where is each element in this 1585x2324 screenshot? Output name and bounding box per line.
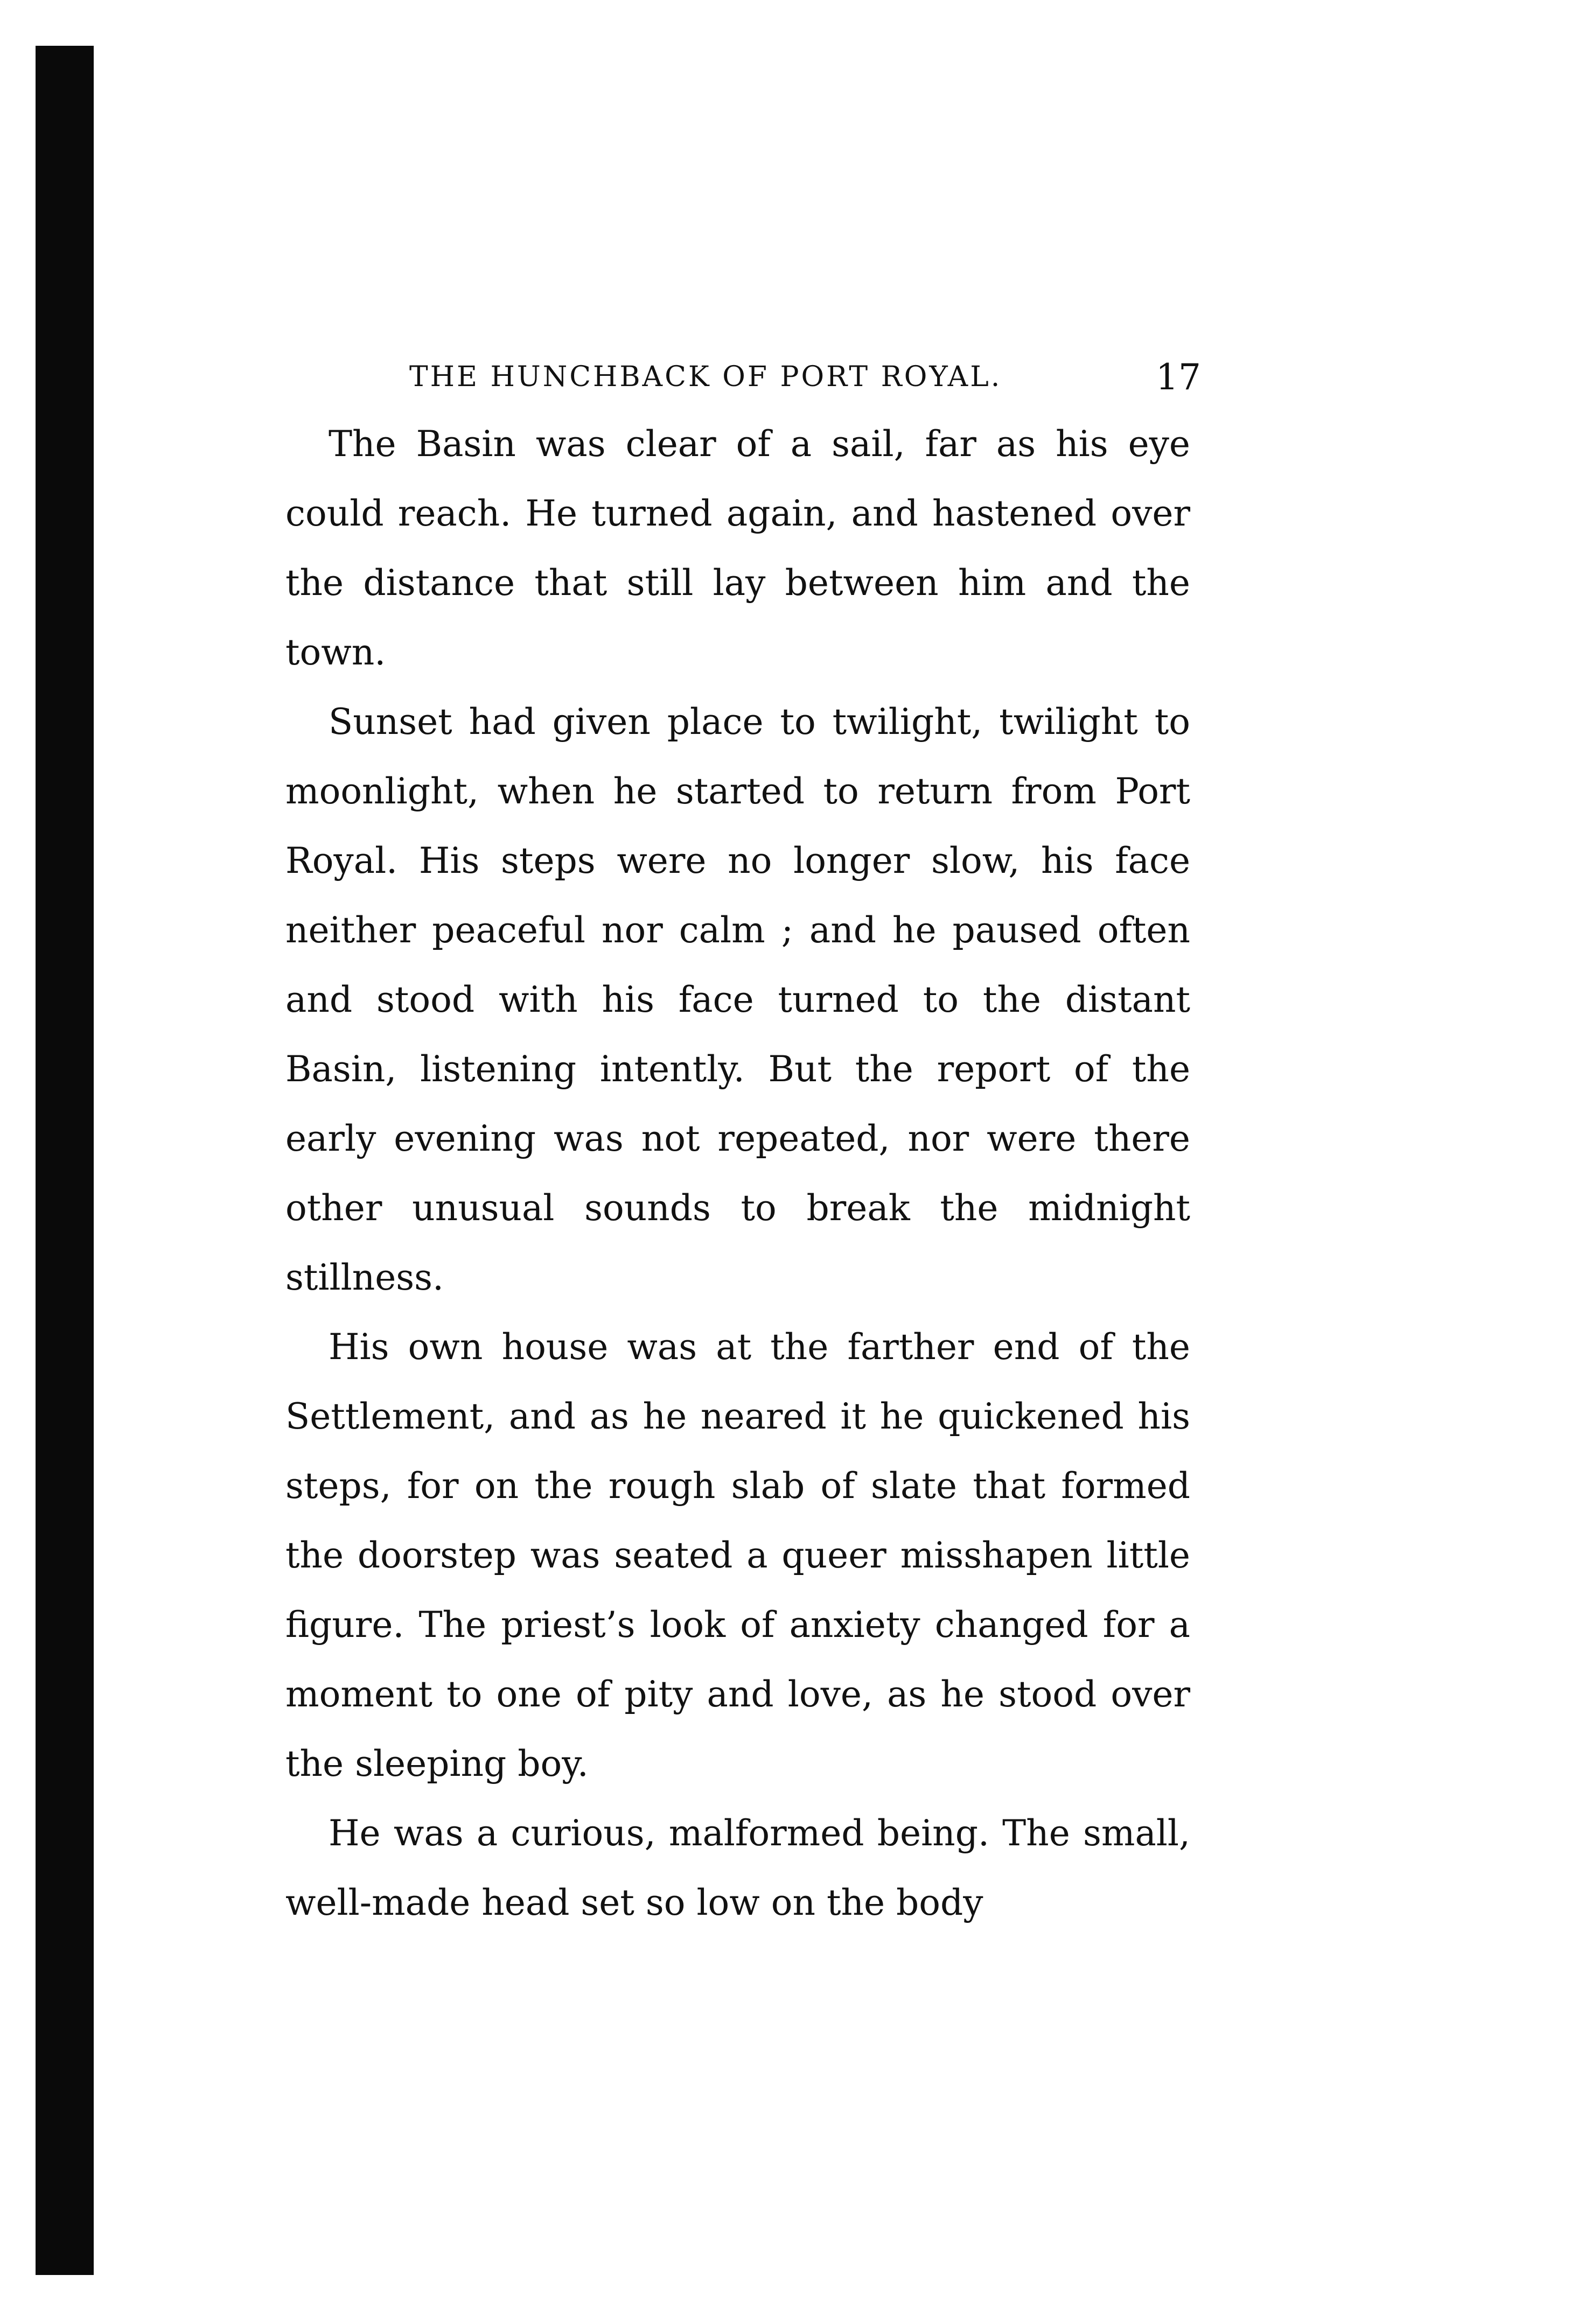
- book-page: [285, 345, 1201, 1937]
- paragraph: The Basin was clear of a sail, far as his eye could reach. He turned again, and hastened over the distance that still lay between him and the town.: [285, 423, 1190, 673]
- paragraph: He was a curious, malformed being. The small, well-made head set so low on the body: [285, 1812, 1190, 1923]
- paragraph: His own house was at the farther end of the Settlement, and as he neared it he quickened his steps, for on the rough slab of slate that formed the doorstep was seated a queer misshapen little figure. The priest’s look of anxiety changed for a moment to one of pity and love, as he stood over the sleeping boy.: [285, 1326, 1190, 1784]
- paragraph: Sunset had given place to twilight, twilight to moonlight, when he started to return from Port Royal. His steps were no longer slow, his face neither peaceful nor calm ; and he paused often and stood with his face turned to the distant Basin, listening intently. But the report of the early evening was not repeated, nor were there other unusual sounds to break the midnight stillness.: [285, 701, 1190, 1298]
- running-head: [285, 345, 1201, 409]
- page-number: 17: [1156, 356, 1201, 398]
- book-spine-shadow: [36, 46, 94, 2275]
- running-title: THE HUNCHBACK OF PORT ROYAL.: [409, 361, 1002, 393]
